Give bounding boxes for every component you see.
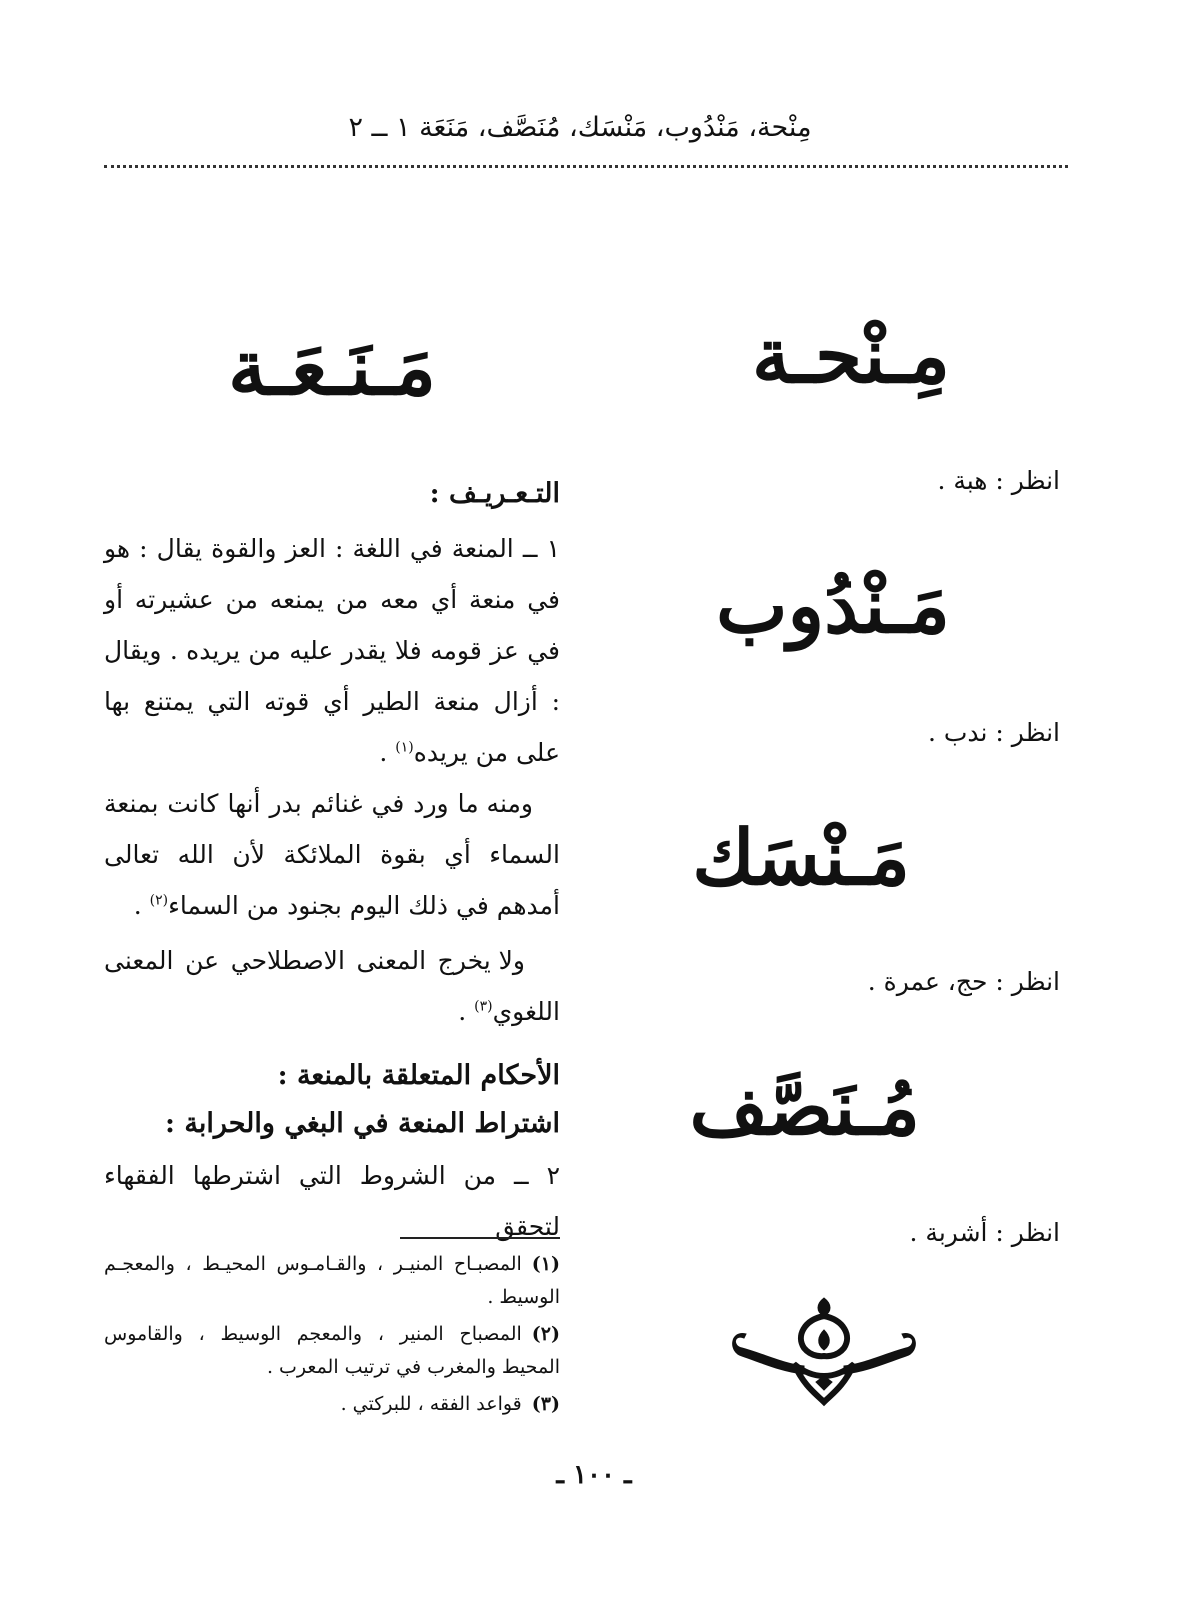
running-header: مِنْحة، مَنْدُوب، مَنْسَك، مُنَصَّف، مَنَعَة ١ ــ ٢ <box>348 112 812 143</box>
footnote-2-text: المصباح المنير ، والمعجم الوسيط ، والقاموس المحيط والمغرب في ترتيب المعرب . <box>104 1323 560 1378</box>
main-entry-title: مَـنَـعَـة <box>228 323 436 412</box>
paragraph-1-end: . <box>379 738 396 767</box>
rulings-heading: الأحكام المتعلقة بالمنعة : <box>277 1060 560 1091</box>
paragraph-3-text: ولا يخرج المعنى الاصطلاحي عن المعنى اللغوي <box>104 946 560 1026</box>
footnote-ref-2[interactable]: (٢) <box>149 892 169 909</box>
paragraph-2-end: . <box>133 891 150 920</box>
paragraph-2 <box>104 778 560 931</box>
paragraph-1 <box>104 523 560 778</box>
entry-title-mandub: مَـنْدُوب <box>715 561 950 650</box>
footnote-3-text: قواعد الفقه ، للبركتي . <box>340 1393 522 1415</box>
paragraph-2-text: ومنه ما ورد في غنائم بدر أنها كانت بمنعة السماء أي بقوة الملائكة لأن الله تعالى أمدهم في ذلك اليوم بجنود من السماء <box>104 789 560 920</box>
footnote-3-number: (٣) <box>531 1393 560 1415</box>
entry-see-mansak: انظر : حج، عمرة . <box>867 967 1060 996</box>
entry-see-minha: انظر : هبة . <box>937 466 1060 495</box>
footnote-1-number: (١) <box>531 1253 560 1275</box>
entry-title-munassaf: مُـنَصَّف <box>689 1063 920 1152</box>
footnote-rule <box>400 1237 560 1239</box>
arabesque-ornament-icon <box>724 1290 924 1410</box>
footnote-2-number: (٢) <box>531 1323 560 1345</box>
paragraph-3 <box>104 935 560 1037</box>
entry-title-mansak: مَـنْسَك <box>692 813 910 902</box>
footnote-3 <box>104 1388 560 1421</box>
entry-title-minha: مِـنْحـة <box>752 311 950 400</box>
entry-see-munassaf: انظر : أشربة . <box>909 1218 1060 1247</box>
footnote-ref-1[interactable]: (١) <box>395 739 414 756</box>
footnote-2 <box>104 1318 560 1384</box>
header-dotted-rule <box>104 165 1068 168</box>
footnote-ref-3[interactable]: (٣) <box>474 998 493 1015</box>
footnote-1 <box>104 1248 560 1314</box>
paragraph-1-text: ١ ــ المنعة في اللغة : العز والقوة يقال : هو في منعة أي معه من يمنعه من عشيرته أو في عز قومه فلا يقدر عليه من يريده . ويقال : أزال منعة الطير أي قوته التي يمتنع بها على من يريده <box>104 534 560 767</box>
definition-heading: التـعـريـف : <box>429 478 560 509</box>
footnote-1-text: المصبـاح المنيـر ، والقـامـوس المحيـط ، والمعجـم الوسيط . <box>104 1253 560 1308</box>
page-number: ـ ١٠٠ ـ <box>556 1460 632 1490</box>
entry-see-mandub: انظر : ندب . <box>927 718 1060 747</box>
paragraph-4: ٢ ــ من الشروط التي اشترطها الفقهاء لتحقق <box>104 1161 560 1241</box>
conditions-subheading: اشتراط المنعة في البغي والحرابة : <box>165 1108 560 1139</box>
paragraph-3-end: . <box>458 997 475 1026</box>
